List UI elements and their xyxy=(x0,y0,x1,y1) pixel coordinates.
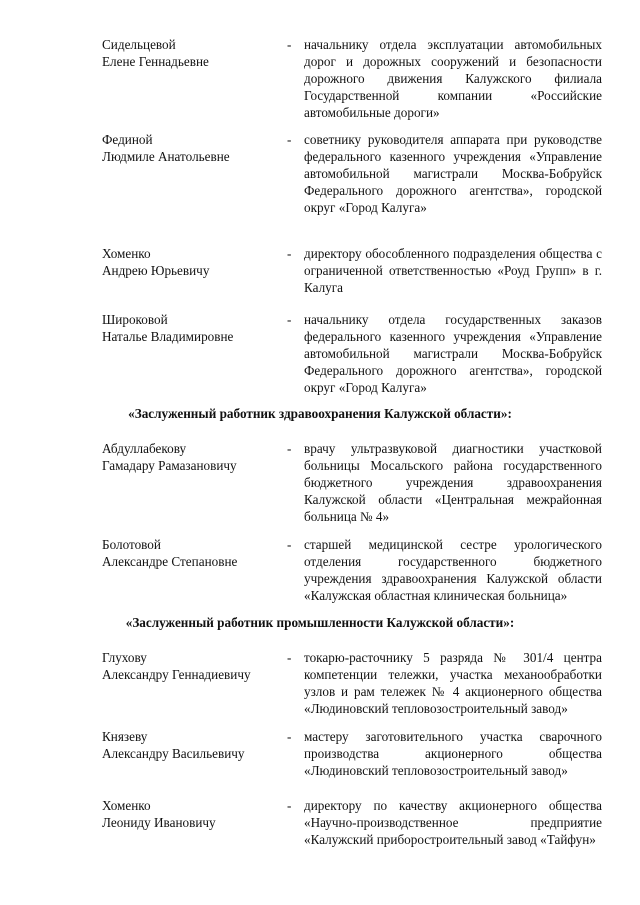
recipient-position: старшей медицинской сестре урологического отделения государственного бюджетного учреждения здравоохранения Калужской области «Калужская областная клиническая больница» xyxy=(304,537,602,603)
recipient-name: Глухову Александру Геннадиевичу xyxy=(102,650,251,682)
recipient-position: директору обособленного подразделения общества с ограниченной ответственностью «Роуд Групп» в г. Калуга xyxy=(304,246,602,295)
section-heading: «Заслуженный работник здравоохранения Калужской области»: xyxy=(128,406,512,421)
dash: - xyxy=(287,312,292,327)
dash: - xyxy=(287,246,292,261)
dash: - xyxy=(287,798,292,813)
recipient-position: директору по качеству акционерного общества «Научно-производственное предприятие «Калужский приборостроительный завод «Тайфун» xyxy=(304,798,602,847)
dash: - xyxy=(287,537,292,552)
dash: - xyxy=(287,37,292,52)
recipient-position: начальнику отдела государственных заказов федерального казенного учреждения «Управление автомобильной магистрали Москва-Бобруйск Федерального дорожного агентства», городской округ «Город Калуга» xyxy=(304,312,602,395)
recipient-position: мастеру заготовительного участка сварочного производства акционерного общества «Людиновский тепловозостроительный завод» xyxy=(304,729,602,778)
recipient-name: Хоменко Леониду Ивановичу xyxy=(102,798,216,830)
recipient-name: Сидельцевой Елене Геннадьевне xyxy=(102,37,209,69)
recipient-name: Князеву Александру Васильевичу xyxy=(102,729,245,761)
dash: - xyxy=(287,650,292,665)
recipient-position: токарю-расточнику 5 разряда № 301/4 центра компетенции тележки, участка механообработки узлов и рам тележек № 4 акционерного общества «Людиновский тепловозостроительный завод» xyxy=(304,650,602,716)
recipient-name: Фединой Людмиле Анатольевне xyxy=(102,132,230,164)
recipient-name: Абдуллабекову Гамадару Рамазановичу xyxy=(102,441,237,473)
dash: - xyxy=(287,729,292,744)
recipient-name: Хоменко Андрею Юрьевичу xyxy=(102,246,210,278)
dash: - xyxy=(287,132,292,147)
dash: - xyxy=(287,441,292,456)
section-heading: «Заслуженный работник промышленности Калужской области»: xyxy=(125,615,515,630)
recipient-position: советнику руководителя аппарата при руководстве федерального казенного учреждения «Управление автомобильной магистрали Москва-Бобруйск Федерального дорожного агентства», городской округ «Город Калуга» xyxy=(304,132,602,215)
recipient-name: Болотовой Александре Степановне xyxy=(102,537,238,569)
recipient-position: начальнику отдела эксплуатации автомобильных дорог и дорожных сооружений и безопасности дорожного движения Калужского филиала Государственной компании «Российские автомобильные дороги» xyxy=(304,37,602,120)
recipient-name: Широковой Наталье Владимировне xyxy=(102,312,234,344)
recipient-position: врачу ультразвуковой диагностики участковой больницы Мосальского района государственного бюджетного учреждения здравоохранения Калужской области «Центральная межрайонная больница № 4» xyxy=(304,441,602,524)
